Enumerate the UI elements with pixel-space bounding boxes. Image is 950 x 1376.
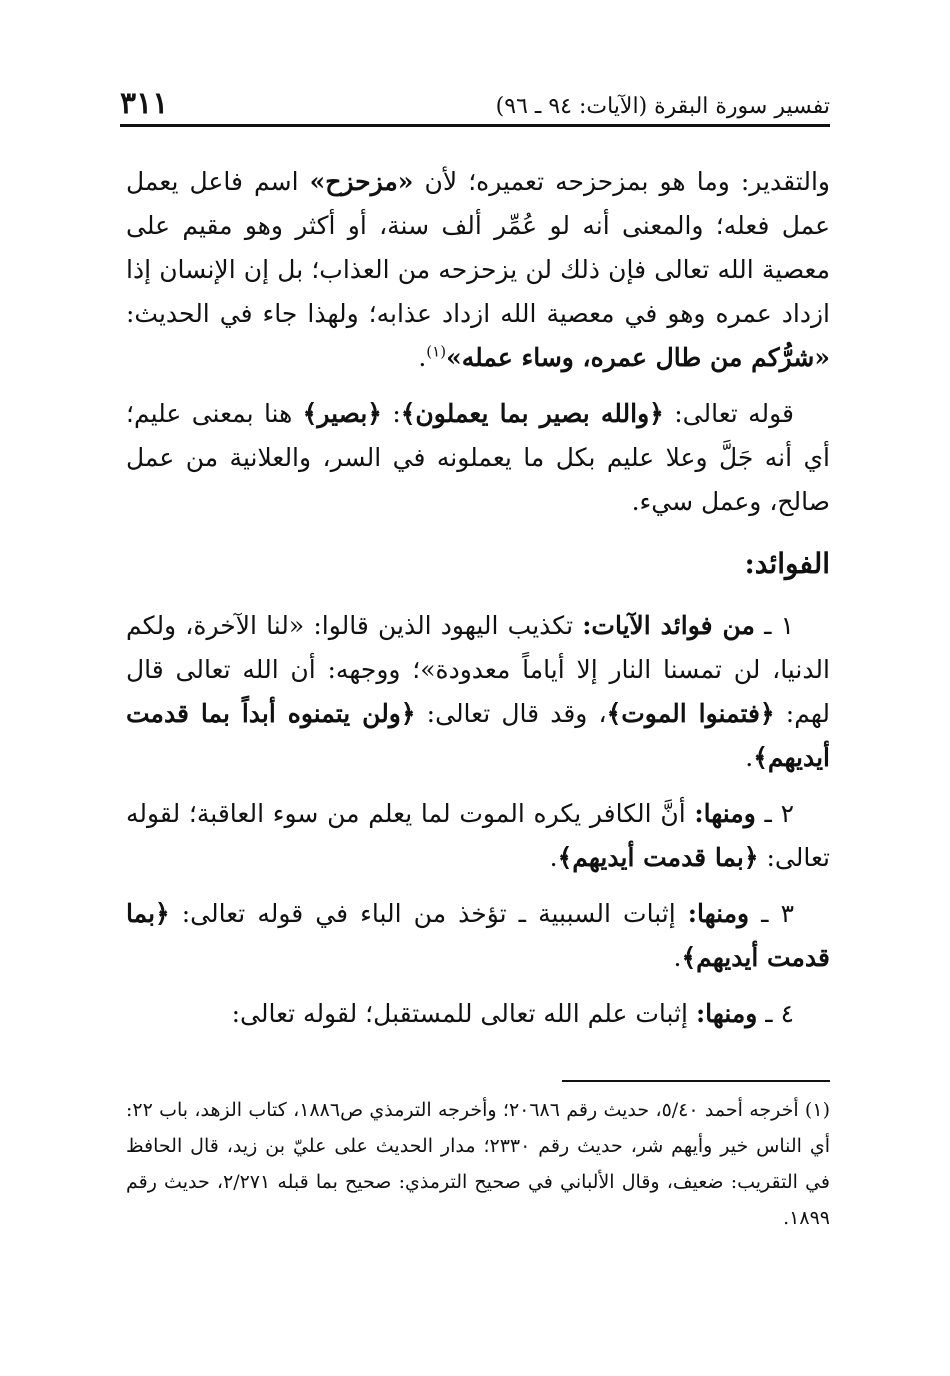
benefit-4 [126,992,830,1036]
bold-term: «مزحزح» [309,167,414,196]
quran-quote: ﴿ولن يتمنوه أبداً بما قدمت أيديهم﴾ [126,699,830,772]
paragraph-2 [126,392,830,524]
text-run: أنَّ الكافر يكره الموت لما يعلم من سوء العاقبة؛ لقوله تعالى: [126,799,830,872]
running-title: تفسير سورة البقرة (الآيات: ٩٤ ـ ٩٦) [495,94,830,119]
footnote [126,1092,830,1236]
text-run: تكذيب اليهود الذين قالوا: «لنا الآخرة، ولكم الدنيا، لن تمسنا النار إلا أياماً معدودة»؛ ووجهه: أن الله تعالى قال لهم: [126,611,830,728]
quran-quote: ﴿بصير﴾ [302,399,382,428]
footnote-marker: (١) [426,342,447,361]
text-run: . [673,943,682,972]
text-run: . [549,843,558,872]
benefit-3 [126,892,830,980]
page-number: ٣١١ [120,86,169,121]
item-number: ١ ـ [754,611,794,640]
footnote-text: (١) أخرجه أحمد ٥/٤٠، حديث رقم ٢٠٦٨٦؛ وأخرجه الترمذي ص١٨٨٦، كتاب الزهد، باب ٢٢: أي الناس خير وأيهم شر، حديث رقم ٢٣٣٠؛ مدار الحديث على عليّ بن زيد، قال الحافظ في التقريب: ضعيف، وقال الألباني في صحيح الترمذي: صحيح بما قبله ٢/٢٧١، حديث رقم ١٨٩٩. [126,1099,831,1229]
text-run: إثبات السببية ـ تؤخذ من الباء في قوله تعالى: [169,899,688,928]
hadith-quote: «شرُّكم من طال عمره، وساء عمله» [446,343,830,372]
section-heading: الفوائد: [744,547,830,580]
text-run: إثبات علم الله تعالى للمستقبل؛ لقوله تعالى: [231,999,696,1028]
text-run: والتقدير: وما هو بمزحزحه تعميره؛ لأن [413,167,830,196]
benefit-1 [126,604,830,780]
text-run: اسم فاعل يعمل عمل فعله؛ والمعنى أنه لو عُمِّر ألف سنة، أو أكثر وهو مقيم على معصية الله تعالى فإن ذلك لن يزحزحه من العذاب؛ بل إن الإنسان إذا ازداد عمره وهو في معصية الله ازداد عذابه؛ ولهذا جاء في الحديث: [126,167,830,328]
bold-lead: من فوائد الآيات: [582,611,755,640]
item-number: ٣ ـ [749,899,795,928]
text-run: هنا بمعنى عليم؛ أي أنه جَلَّ وعلا عليم بكل ما يعملونه في السر، والعلانية من عمل صالح، وعمل سيء. [126,399,830,516]
benefit-2 [126,792,830,880]
text-run: ، وقد قال تعالى: [415,699,607,728]
quran-quote: ﴿فتمنوا الموت﴾ [606,699,775,728]
text-run: . [745,743,754,772]
page-header [120,78,830,122]
item-number: ٤ ـ [757,999,794,1028]
main-text [126,160,830,1048]
bold-lead: ومنها: [695,999,758,1028]
paragraph-1 [126,160,830,380]
bold-lead: ومنها: [687,899,750,928]
footnote-rule [562,1080,830,1082]
text-run: قوله تعالى: [663,399,794,428]
quran-quote: ﴿بما قدمت أيديهم﴾ [557,843,759,872]
header-rule [120,124,830,127]
item-number: ٢ ـ [755,799,794,828]
text-run: . [418,343,427,372]
bold-lead: ومنها: [694,799,756,828]
quran-quote: ﴿بما قدمت أيديهم﴾ [126,899,830,972]
quran-quote: ﴿والله بصير بما يعملون﴾ [400,399,664,428]
text-run: : [381,399,401,428]
